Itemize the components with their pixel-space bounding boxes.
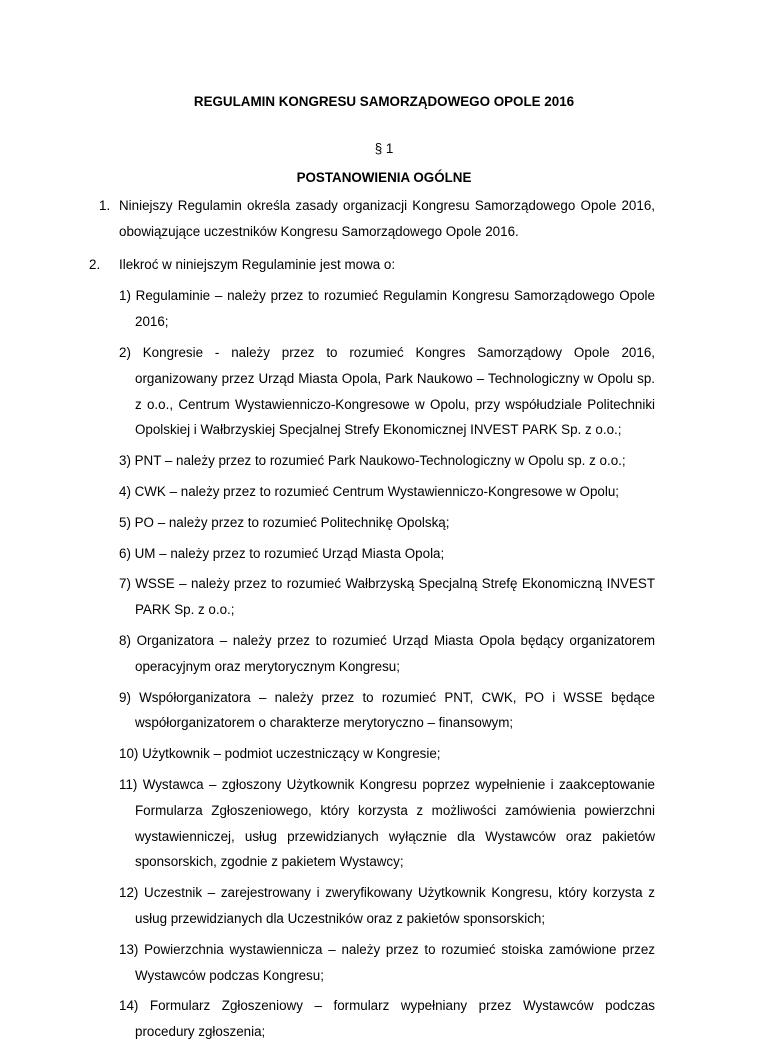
definition-item: 13) Powierzchnia wystawiennicza – należy przez to rozumieć stoiska zamówione przez Wystawców podczas Kongresu;	[119, 941, 655, 983]
definition-item: 6) UM – należy przez to rozumieć Urząd Miasta Opola;	[119, 545, 445, 561]
definition-item: 11) Wystawca – zgłoszony Użytkownik Kongresu poprzez wypełnienie i zaakceptowanie Formularza Zgłoszeniowego, który korzysta z możliwości zamówienia powierzchni wystawienniczej, usług przewidzianych wyłącznie dla Wystawców oraz pakietów sponsorskich, zgodnie z pakietem Wystawcy;	[119, 776, 655, 870]
definition-item: 10) Użytkownik – podmiot uczestniczący w Kongresie;	[119, 746, 441, 762]
section-title: POSTANOWIENIA OGÓLNE	[296, 170, 472, 185]
document-title: REGULAMIN KONGRESU SAMORZĄDOWEGO OPOLE 2016	[193, 94, 575, 109]
list-item-number: 2.	[89, 256, 101, 272]
definition-item: 7) WSSE – należy przez to rozumieć Wałbrzyską Specjalną Strefę Ekonomiczną INVEST PARK Sp. z o.o.;	[119, 576, 655, 618]
definitions-list	[119, 283, 655, 1045]
definition-item: 12) Uczestnik – zarejestrowany i zweryfikowany Użytkownik Kongresu, który korzysta z usług przewidzianych dla Uczestników oraz z pakietów sponsorskich;	[119, 885, 655, 926]
definition-item: 5) PO – należy przez to rozumieć Politechnikę Opolską;	[119, 514, 450, 530]
list-item-text: Niniejszy Regulamin określa zasady organizacji Kongresu Samorządowego Opole 2016, obowiązujące uczestników Kongresu Samorządowego Opole 2016.	[119, 198, 655, 239]
definition-item: 1) Regulaminie – należy przez to rozumieć Regulamin Kongresu Samorządowego Opole 2016;	[119, 288, 655, 330]
list-item-2	[0, 252, 768, 1045]
definition-item: 8) Organizatora – należy przez to rozumieć Urząd Miasta Opola będący organizatorem operacyjnym oraz merytorycznym Kongresu;	[119, 632, 655, 674]
definition-item: 4) CWK – należy przez to rozumieć Centrum Wystawienniczo-Kongresowe w Opolu;	[119, 483, 619, 499]
list-item-1	[0, 193, 768, 245]
list-item-number: 1.	[99, 198, 111, 213]
section-number: § 1	[374, 141, 394, 156]
definition-item: 9) Współorganizatora – należy przez to rozumieć PNT, CWK, PO i WSSE będące współorganizatorem o charakterze merytoryczno – finansowym;	[119, 689, 655, 731]
definition-item: 3) PNT – należy przez to rozumieć Park Naukowo-Technologiczny w Opolu sp. z o.o.;	[119, 453, 626, 469]
definition-item: 2) Kongresie - należy przez to rozumieć Kongres Samorządowy Opole 2016, organizowany przez Urząd Miasta Opola, Park Naukowo – Technologiczny w Opolu sp. z o.o., Centrum Wystawienniczo-Kongresowe w Opolu, przy współudziale Politechniki Opolskiej i Wałbrzyskiej Specjalnej Strefy Ekonomicznej INVEST PARK Sp. z o.o.;	[119, 344, 655, 438]
definition-item: 14) Formularz Zgłoszeniowy – formularz wypełniany przez Wystawców podczas procedury zgłoszenia;	[119, 998, 655, 1040]
list-item-text: Ilekroć w niniejszym Regulaminie jest mowa o:	[119, 256, 396, 272]
document-body	[0, 193, 768, 1045]
